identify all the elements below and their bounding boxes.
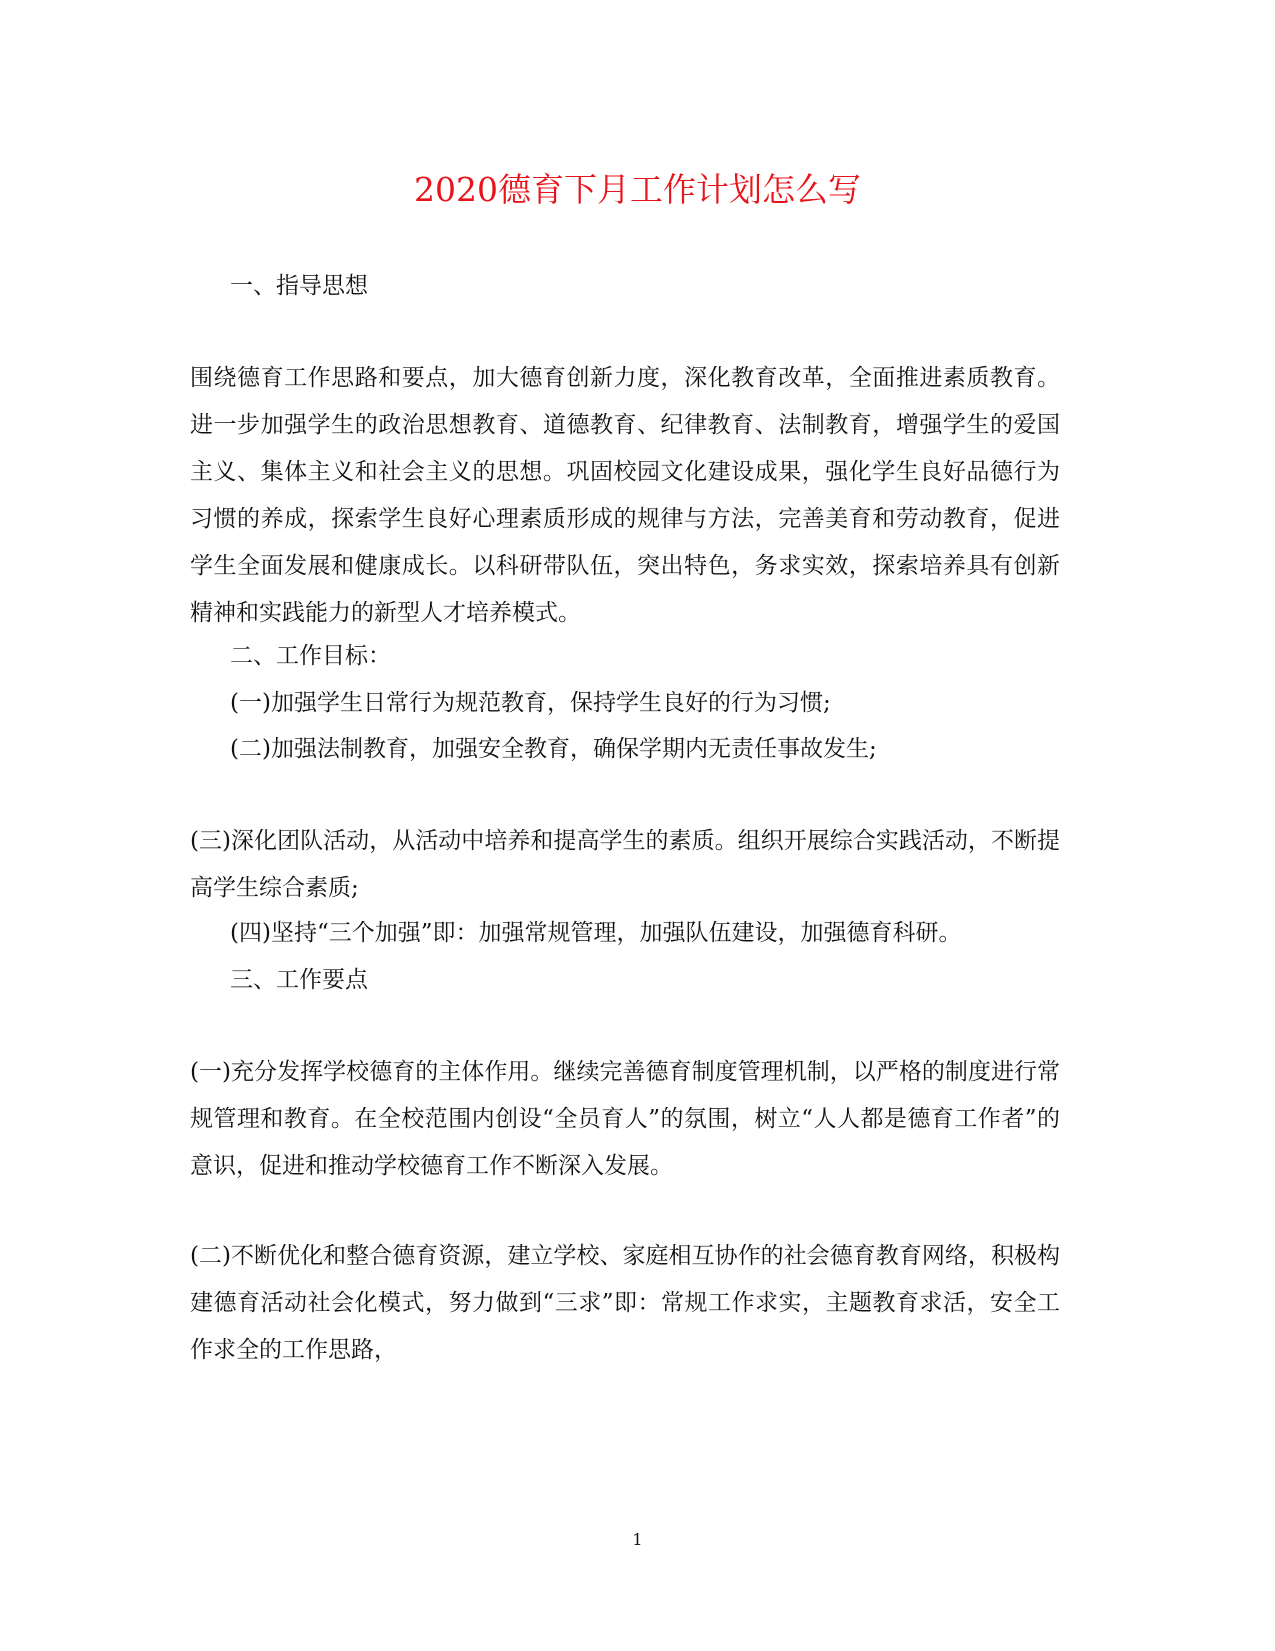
document-title: 2020德育下月工作计划怎么写 xyxy=(414,170,861,209)
goal-item-3: (三)深化团队活动，从活动中培养和提高学生的素质。组织开展综合实践活动，不断提高学生综合素质; xyxy=(190,828,1060,901)
work-point-1: (一)充分发挥学校德育的主体作用。继续完善德育制度管理机制，以严格的制度进行常规管理和教育。在全校范围内创设“全员育人”的氛围，树立“人人都是德育工作者”的意识，促进和推动学校德育工作不断深入发展。 xyxy=(190,1059,1060,1179)
heading-work-points: 三、工作要点 xyxy=(230,967,368,993)
paragraph-guiding-ideology: 围绕德育工作思路和要点，加大德育创新力度，深化教育改革，全面推进素质教育。进一步加强学生的政治思想教育、道德教育、纪律教育、法制教育，增强学生的爱国主义、集体主义和社会主义的思想。巩固校园文化建设成果，强化学生良好品德行为习惯的养成，探索学生良好心理素质形成的规律与方法，完善美育和劳动教育，促进学生全面发展和健康成长。以科研带队伍，突出特色，务求实效，探索培养具有创新精神和实践能力的新型人才培养模式。 xyxy=(190,365,1060,626)
page-number: 1 xyxy=(632,1530,643,1549)
goal-item-1: (一)加强学生日常行为规范教育，保持学生良好的行为习惯; xyxy=(230,690,831,716)
heading-guiding-ideology: 一、指导思想 xyxy=(230,273,368,299)
goal-item-2: (二)加强法制教育，加强安全教育，确保学期内无责任事故发生; xyxy=(230,736,877,762)
goal-item-4: (四)坚持“三个加强”即：加强常规管理，加强队伍建设，加强德育科研。 xyxy=(230,920,962,946)
work-point-2: (二)不断优化和整合德育资源，建立学校、家庭相互协作的社会德育教育网络，积极构建德育活动社会化模式，努力做到“三求”即：常规工作求实，主题教育求活，安全工作求全的工作思路， xyxy=(190,1243,1060,1363)
heading-work-goals: 二、工作目标： xyxy=(230,643,391,669)
